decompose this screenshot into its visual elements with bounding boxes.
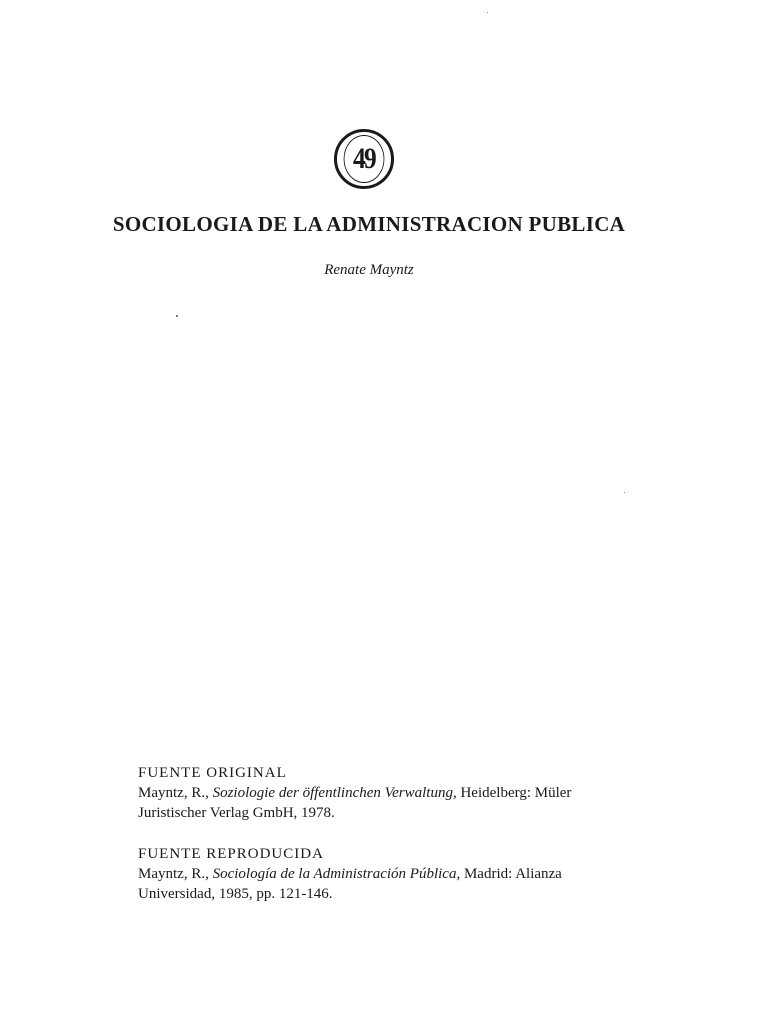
source-reproduced-citation [138, 864, 658, 884]
source-original-author: Mayntz, R., [138, 785, 213, 801]
source-reproduced-heading: FUENTE REPRODUCIDA [138, 846, 324, 862]
scan-speck [624, 492, 625, 493]
source-original [138, 763, 658, 823]
source-original-work-title: Soziologie der öffentlinchen Verwaltung, [212, 785, 457, 801]
source-original-citation [138, 783, 658, 803]
source-original-publisher-line1: Heidelberg: Müler [456, 785, 572, 801]
chapter-number-badge [334, 129, 394, 189]
chapter-number: 49 [344, 135, 385, 183]
scan-speck [176, 315, 178, 317]
document-title: SOCIOLOGIA DE LA ADMINISTRACION PUBLICA [112, 212, 626, 236]
source-original-publisher-line2: Juristischer Verlag GmbH, 1978. [138, 805, 335, 821]
source-reproduced [138, 844, 658, 904]
scan-speck [487, 12, 488, 13]
source-reproduced-publisher-line2: Universidad, 1985, pp. 121-146. [138, 886, 333, 902]
source-reproduced-publisher-line1: Madrid: Alianza [460, 866, 562, 882]
source-reproduced-work-title: Sociología de la Administración Pública, [212, 866, 461, 882]
source-original-heading: FUENTE ORIGINAL [138, 765, 287, 781]
source-reproduced-author: Mayntz, R., [138, 866, 213, 882]
document-author: Renate Mayntz [324, 262, 414, 278]
